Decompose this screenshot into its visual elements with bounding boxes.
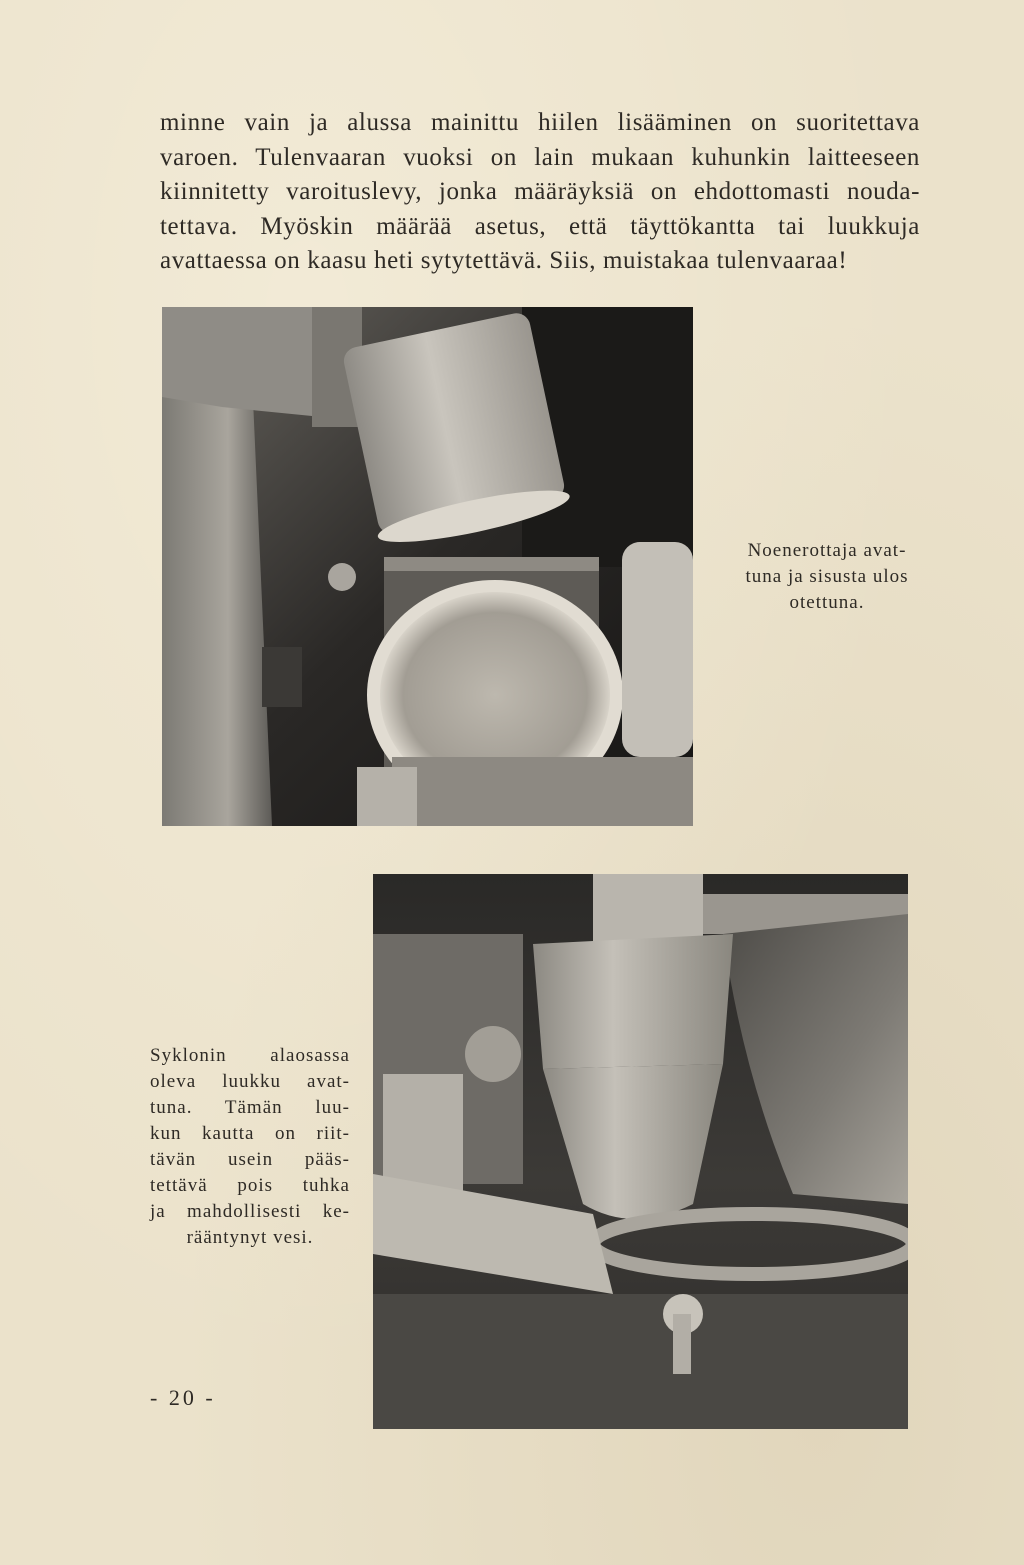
caption-line: oleva luukku avat- <box>150 1071 350 1092</box>
body-line: kiinnitetty varoituslevy, jonka määräyksiä on ehdottomasti nouda- <box>160 178 920 205</box>
page-number: - 20 - <box>150 1385 216 1410</box>
caption-line: Noenerottaja avat- <box>747 540 907 561</box>
photo-soot-separator <box>162 307 693 826</box>
caption-line: tuna. Tämän luu- <box>150 1097 350 1118</box>
caption-line: Syklonin alaosassa <box>150 1045 350 1066</box>
body-line: minne vain ja alussa mainittu hiilen lisääminen on suoritettava <box>160 109 920 136</box>
body-line: avattaessa on kaasu heti sytytettävä. Siis, muistakaa tulenvaaraa! <box>160 247 848 274</box>
body-paragraph <box>160 106 920 279</box>
caption-line: kun kautta on riit- <box>150 1123 350 1144</box>
caption-line: otettuna. <box>789 592 865 613</box>
caption-line: tävän usein pääs- <box>150 1149 350 1170</box>
caption-line: tuna ja sisusta ulos <box>745 566 909 587</box>
photo-cyclone <box>373 874 908 1429</box>
caption-cyclone <box>150 1043 350 1251</box>
body-line: varoen. Tulenvaaran vuoksi on lain mukaan kuhunkin laitteeseen <box>160 143 920 171</box>
caption-soot-separator <box>722 538 932 616</box>
body-line: tettava. Myöskin määrää asetus, että täyttökantta tai luukkuja <box>160 212 920 240</box>
caption-line: rääntynyt vesi. <box>186 1227 314 1248</box>
caption-line: tettävä pois tuhka <box>150 1175 350 1196</box>
caption-line: ja mahdollisesti ke- <box>150 1201 350 1222</box>
